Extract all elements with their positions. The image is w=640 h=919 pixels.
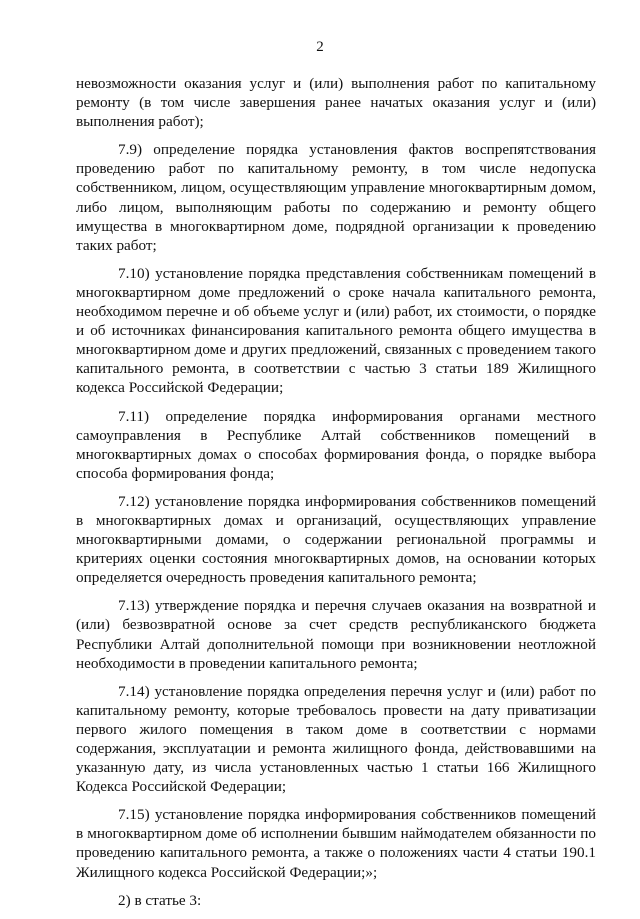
paragraph-continuation: невозможности оказания услуг и (или) выполнения работ по капитальному ремонту (в том числе завершения ранее начатых оказания услуг и (или) выполнения работ); (76, 75, 596, 131)
paragraph-7-11: 7.11) определение порядка информирования органами местного самоуправления в Республике Алтай собственников помещений в многоквартирных домах о способах формирования фонда, о порядке выбора способа формирования фонда; (76, 407, 596, 482)
paragraph-7-12: 7.12) установление порядка информирования собственников помещений в многоквартирных домах и организаций, осуществляющих управление многоквартирными домами, о содержании региональной программы и критериях оценки состояния многоквартирных домов, на основании которых определяется очередность проведения капитального ремонта; (76, 492, 596, 587)
paragraph-7-13: 7.13) утверждение порядка и перечня случаев оказания на возвратной и (или) безвозвратной основе за счет средств республиканского бюджета Республики Алтай дополнительной помощи при возникновении неотложной необходимости в проведении капитального ремонта; (76, 597, 596, 672)
paragraph-7-14: 7.14) установление порядка определения перечня услуг и (или) работ по капитальному ремонту, которые требовалось провести на дату приватизации первого жилого помещения в таком доме в соответствии с нормами содержания, эксплуатации и ремонта жилищного фонда, действовавшими на указанную дату, из числа установленных частью 1 статьи 166 Жилищного Кодекса Российской Федерации; (76, 682, 596, 796)
paragraph-7-15: 7.15) установление порядка информирования собственников помещений в многоквартирном доме об исполнении бывшим наймодателем обязанности по проведению капитального ремонта, а также о положениях части 4 статьи 190.1 Жилищного кодекса Российской Федерации;»; (76, 806, 596, 881)
paragraph-7-10: 7.10) установление порядка представления собственникам помещений в многоквартирном доме предложений о сроке начала капитального ремонта, необходимом перечне и об объеме услуг и (или) работ, их стоимости, о порядке и об источниках финансирования капитального ремонта общего имущества в многоквартирном доме и других предложений, связанных с проведением такого капитального ремонта, в соответствии с частью 3 статьи 189 Жилищного кодекса Российской Федерации; (76, 264, 596, 397)
paragraph-7-9: 7.9) определение порядка установления фактов воспрепятствования проведению работ по капитальному ремонту, в том числе недопуска собственником, лицом, осуществляющим управление многоквартирным домом, либо лицом, выполняющим работы по содержанию и ремонту общего имущества в многоквартирном доме, подрядной организации к проведению таких работ; (76, 141, 596, 254)
page-number: 2 (316, 39, 324, 55)
document-body (76, 74, 596, 919)
paragraph-article-3: 2) в статье 3: (118, 891, 202, 909)
